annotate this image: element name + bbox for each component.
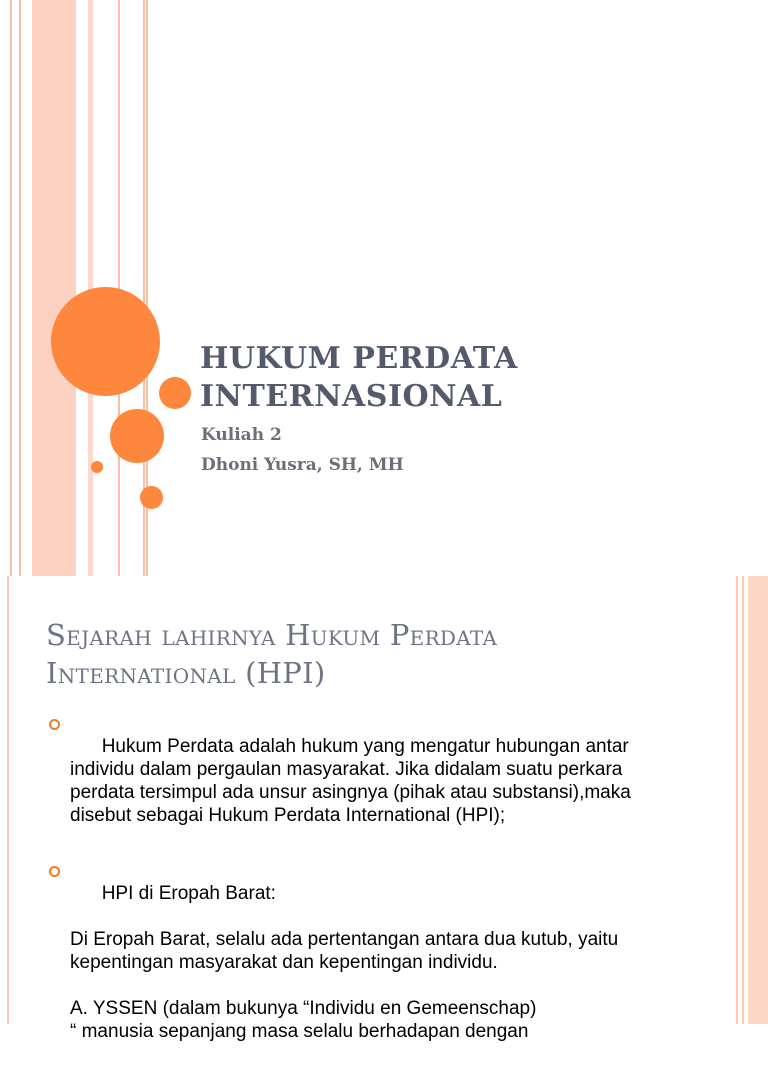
small-circle-icon — [159, 377, 191, 409]
decorative-stripe-wide — [32, 0, 76, 576]
bullet-text: Hukum Perdata adalah hukum yang mengatur hubungan antar individu dalam pergaulan masyarakat. Jika didalam suatu perkara perdata tersimpul ada unsur asingnya (pihak atau substansi),maka disebut sebagai Hukum Perdata International (HPI); — [70, 736, 637, 826]
decorative-stripe-wide — [748, 576, 768, 1024]
slide-title: HUKUM PERDATA INTERNASIONAL — [200, 341, 518, 414]
content-slide — [0, 576, 768, 1042]
tiny-circle-icon — [91, 461, 103, 473]
decorative-stripe — [10, 0, 12, 576]
slide-title: Sejarah lahirnya Hukum Perdata International (HPI) — [46, 618, 498, 690]
slide-subtitle-author: Dhoni Yusra, SH, MH — [201, 455, 404, 475]
bullet-text: HPI di Eropah Barat: Di Eropah Barat, selalu ada pertentangan antara dua kutub, yaitu kepentingan masyarakat dan kepentingan individu. A. YSSEN (dalam bukunya “Individu en Gemeenschap) “ manusia sepanjang masa selalu berhadapan dengan — [70, 883, 619, 1042]
hollow-circle-bullet-icon — [49, 719, 60, 730]
large-circle-icon — [51, 287, 160, 396]
decorative-stripe — [742, 576, 744, 1024]
slide-subtitle-course: Kuliah 2 — [201, 425, 282, 445]
decorative-stripe — [736, 576, 738, 1024]
bullet-list — [46, 712, 686, 1075]
hollow-circle-bullet-icon — [49, 866, 60, 877]
list-item — [46, 859, 686, 1066]
list-item — [46, 712, 686, 850]
small-circle-icon — [140, 486, 163, 509]
medium-circle-icon — [110, 409, 164, 463]
decorative-stripe — [7, 576, 9, 1024]
decorative-stripe — [19, 0, 21, 576]
